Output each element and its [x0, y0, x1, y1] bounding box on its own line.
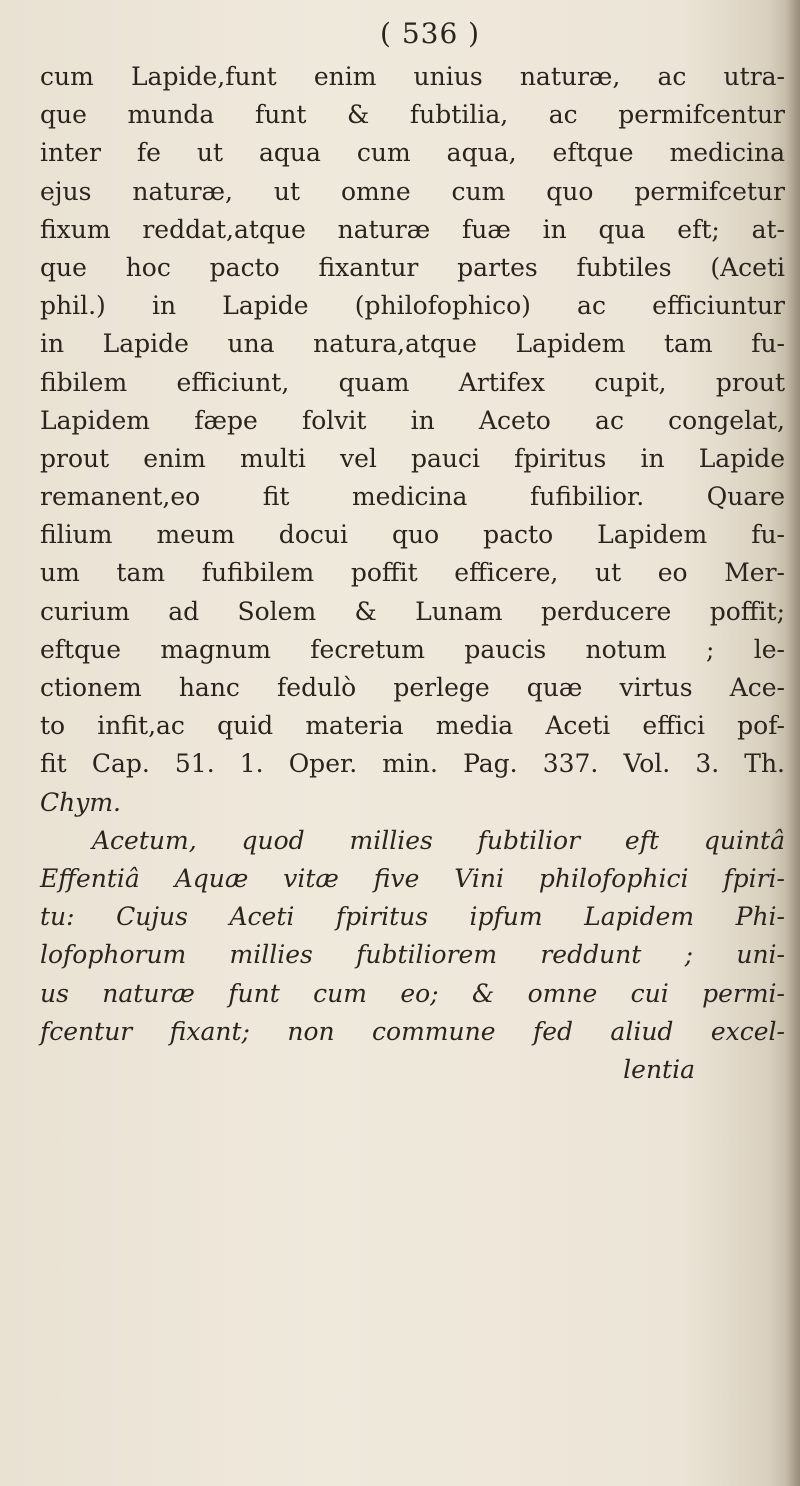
- text-line: fit Cap. 51. 1. Oper. min. Pag. 337. Vol. 3. Th.: [40, 749, 785, 779]
- text-line: remanent,eo fit medicina fufibilior. Quare: [40, 482, 785, 512]
- quote-line: Effentiâ Aquæ vitæ five Vini philofophici fpiri-: [40, 863, 785, 893]
- quote-line: us naturæ funt cum eo; & omne cui permi-: [40, 978, 785, 1008]
- text-line: phil.) in Lapide (philofophico) ac efficiuntur: [40, 291, 785, 321]
- text-line: fibilem efficiunt, quam Artifex cupit, prout: [40, 367, 785, 397]
- catchword: lentia: [623, 1054, 695, 1084]
- text-block: [40, 58, 785, 1089]
- text-line: prout enim multi vel pauci fpiritus in Lapide: [40, 443, 785, 473]
- text-line: curium ad Solem & Lunam perducere poffit;: [40, 596, 785, 626]
- text-line: eftque magnum fecretum paucis notum ; le-: [40, 634, 785, 664]
- text-line: que munda funt & fubtilia, ac permifcentur: [40, 100, 785, 130]
- quote-line: tu: Cujus Aceti fpiritus ipfum Lapidem Phi-: [40, 902, 785, 932]
- text-line: que hoc pacto fixantur partes fubtiles (Aceti: [40, 252, 785, 282]
- text-line: in Lapide una natura,atque Lapidem tam fu-: [40, 329, 785, 359]
- text-line: inter fe ut aqua cum aqua, eftque medicina: [40, 138, 785, 168]
- page-number: ( 536 ): [380, 17, 481, 50]
- page-edge-shadow: [786, 0, 800, 1486]
- quote-line: Acetum, quod millies fubtilior eft quintâ: [92, 825, 785, 855]
- text-line: um tam fufibilem poffit efficere, ut eo Mer-: [40, 558, 785, 588]
- quote-line: fcentur fixant; non commune fed aliud excel-: [40, 1016, 785, 1046]
- quote-line: lofophorum millies fubtiliorem reddunt ; uni-: [40, 940, 785, 970]
- text-line: fixum reddat,atque naturæ fuæ in qua eft; at-: [40, 214, 785, 244]
- text-line: Lapidem fæpe folvit in Aceto ac congelat,: [40, 405, 785, 435]
- text-line: filium meum docui quo pacto Lapidem fu-: [40, 520, 785, 550]
- text-line: to infit,ac quid materia media Aceti effici pof-: [40, 711, 785, 741]
- text-line: ejus naturæ, ut omne cum quo permifcetur: [40, 176, 785, 206]
- text-line: Chym.: [40, 787, 122, 817]
- text-line: cum Lapide,funt enim unius naturæ, ac utra-: [40, 62, 785, 91]
- text-line: ctionem hanc fedulò perlege quæ virtus Ace-: [40, 673, 785, 702]
